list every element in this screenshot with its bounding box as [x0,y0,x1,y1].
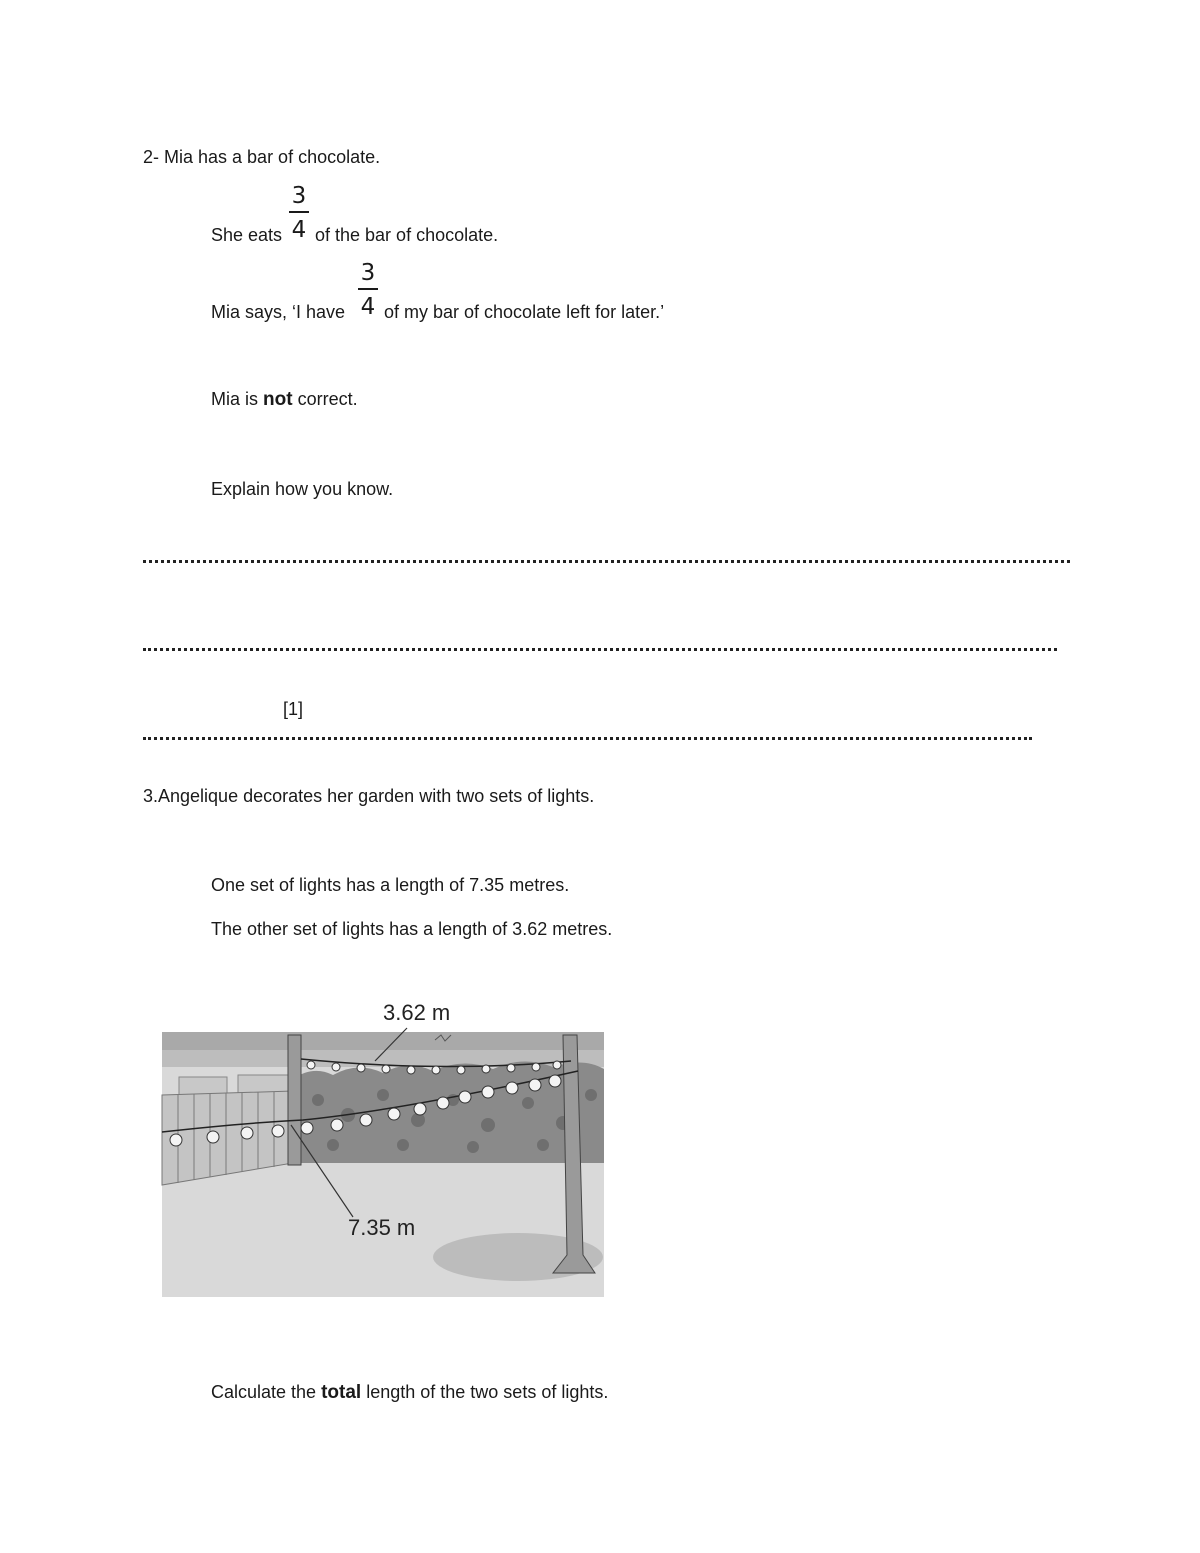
answer-line[interactable] [143,648,1057,655]
fraction-denominator: 4 [360,294,376,320]
q2-intro: 2- Mia has a bar of chocolate. [143,147,381,167]
q3-calculate [211,1381,608,1404]
label-long-string: 7.35 m [348,1215,416,1240]
fraction-bar [358,288,378,290]
sky-dark-band [162,1032,604,1050]
q2-not-correct [211,388,358,411]
q3-calculate-end: length of the two sets of lights. [366,1382,609,1402]
label-short-string: 3.62 m [383,1000,451,1025]
fraction-three-quarters [289,183,309,243]
q3-length-two: The other set of lights has a length of 3.62 metres. [211,919,613,939]
q3-calculate-start: Calculate the [211,1382,317,1402]
q3-length-one: One set of lights has a length of 7.35 metres. [211,875,570,895]
q2-not-correct-emphasis: not [263,389,293,410]
q2-says-line-start: Mia says, ‘I have [211,302,346,322]
q2-not-correct-end: correct. [297,389,358,409]
q2-eats-line-start: She eats [211,225,283,245]
q2-explain-prompt: Explain how you know. [211,479,394,499]
left-tree-trunk [288,1035,301,1165]
q2-marks: [1] [283,699,304,719]
fraction-denominator: 4 [291,217,307,243]
q2-not-correct-start: Mia is [211,389,259,409]
q3-intro: 3.Angelique decorates her garden with two sets of lights. [143,786,595,806]
answer-line[interactable] [143,737,1032,744]
fraction-numerator: 3 [360,260,376,286]
q2-says-line-end: of my bar of chocolate left for later.’ [384,302,665,322]
q3-calculate-emphasis: total [321,1382,362,1403]
garden-lights-illustration [143,995,628,1317]
fraction-three-quarters [358,260,378,320]
q2-eats-line-end: of the bar of chocolate. [315,225,499,245]
fraction-bar [289,211,309,213]
fraction-numerator: 3 [291,183,307,209]
answer-line[interactable] [143,560,1070,567]
